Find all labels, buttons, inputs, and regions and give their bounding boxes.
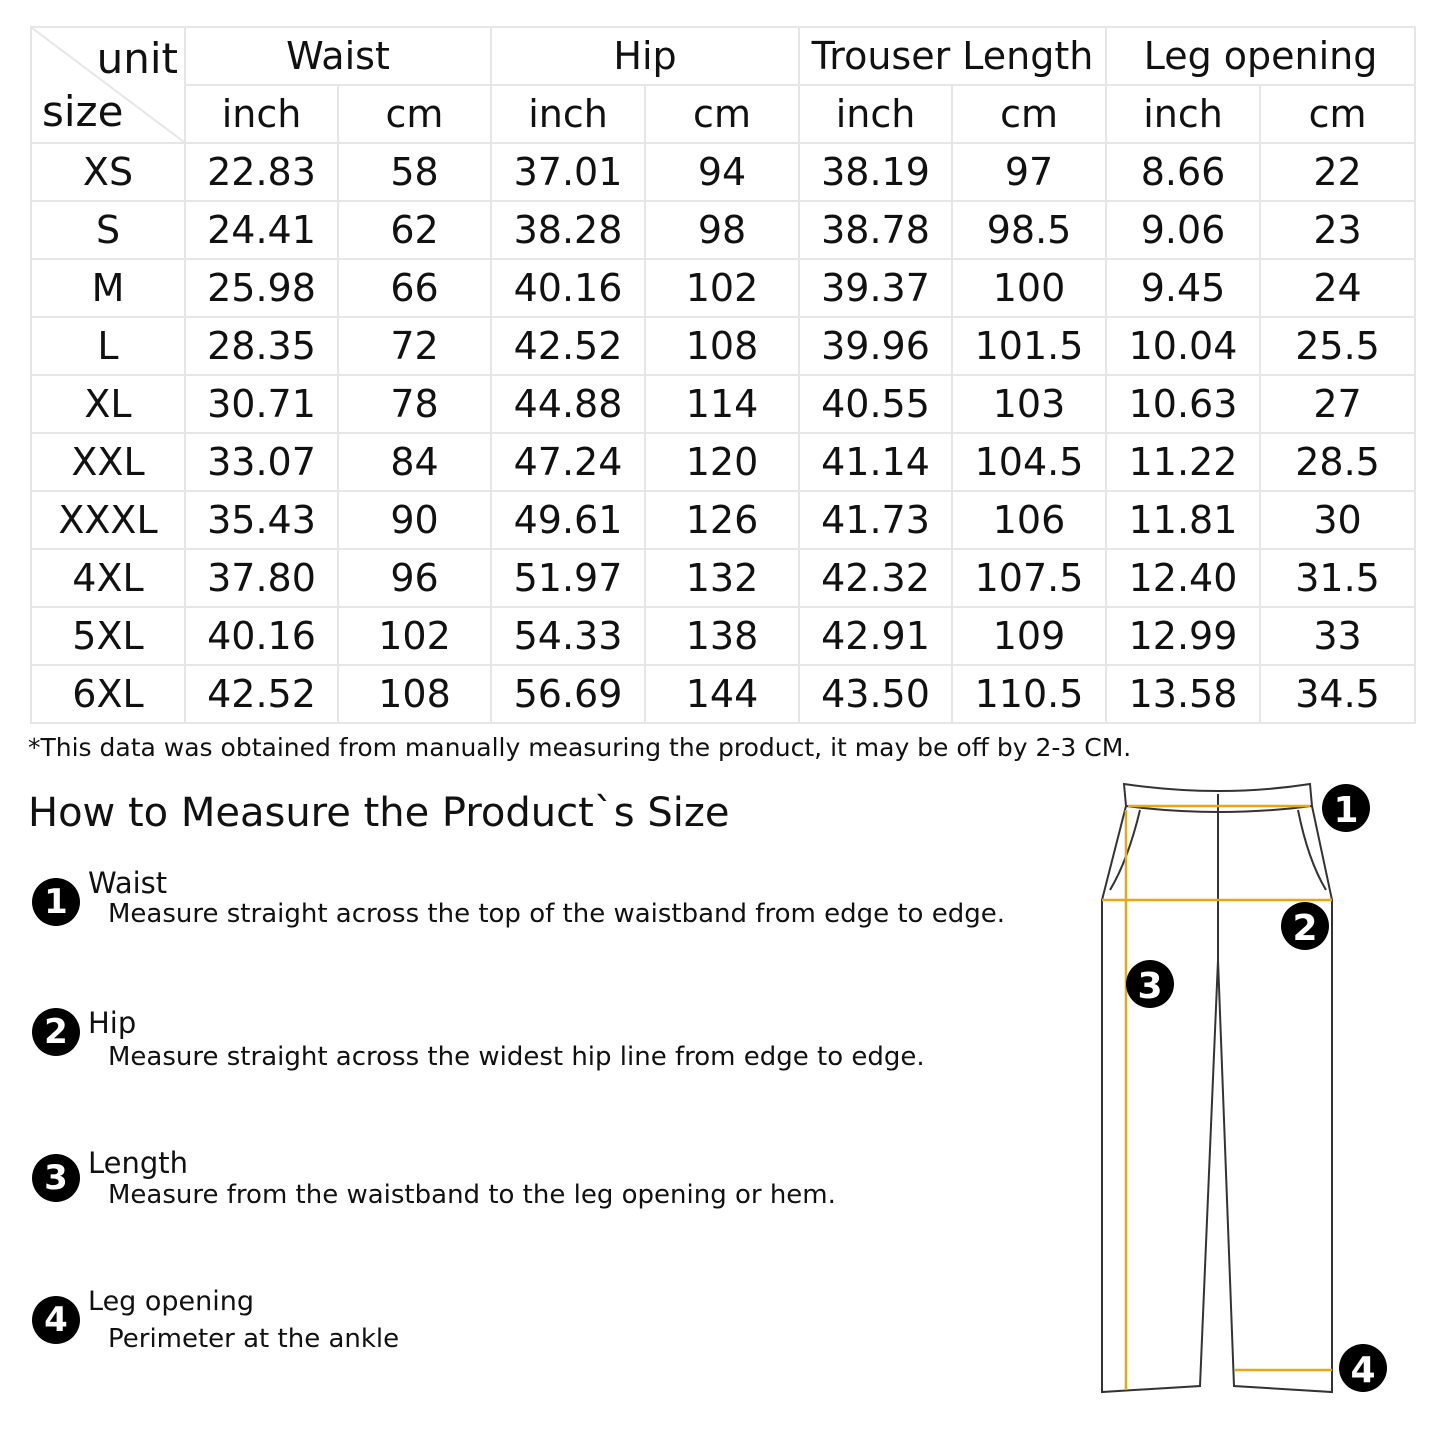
corner-cell — [31, 27, 185, 143]
table-row — [31, 259, 1415, 317]
value-cell: 98 — [645, 201, 799, 259]
guide-title: How to Measure the Product`s Size — [28, 790, 730, 836]
trouser-diagram — [1080, 770, 1410, 1410]
value-cell: 12.40 — [1106, 549, 1260, 607]
measure-description: Measure from the waistband to the leg opening or hem. — [108, 1180, 836, 1210]
header-trouser-length: Trouser Length — [799, 27, 1106, 85]
value-cell: 38.28 — [491, 201, 645, 259]
value-cell: 138 — [645, 607, 799, 665]
header-waist: Waist — [185, 27, 491, 85]
table-row — [31, 201, 1415, 259]
value-cell: 12.99 — [1106, 607, 1260, 665]
value-cell: 108 — [645, 317, 799, 375]
measure-description: Measure straight across the widest hip line from edge to edge. — [108, 1042, 925, 1072]
value-cell: 41.73 — [799, 491, 952, 549]
value-cell: 38.78 — [799, 201, 952, 259]
value-cell: 37.01 — [491, 143, 645, 201]
table-row — [31, 317, 1415, 375]
value-cell: 44.88 — [491, 375, 645, 433]
value-cell: 49.61 — [491, 491, 645, 549]
number-badge: 4 — [32, 1296, 80, 1344]
value-cell: 30.71 — [185, 375, 338, 433]
value-cell: 56.69 — [491, 665, 645, 723]
value-cell: 40.16 — [491, 259, 645, 317]
value-cell: 42.52 — [491, 317, 645, 375]
value-cell: 84 — [338, 433, 491, 491]
size-cell: XL — [31, 375, 185, 433]
value-cell: 27 — [1260, 375, 1415, 433]
value-cell: 10.04 — [1106, 317, 1260, 375]
value-cell: 107.5 — [952, 549, 1106, 607]
number-badge: 1 — [32, 878, 80, 926]
value-cell: 102 — [645, 259, 799, 317]
unit-inch: inch — [1106, 85, 1260, 143]
value-cell: 8.66 — [1106, 143, 1260, 201]
value-cell: 22.83 — [185, 143, 338, 201]
table-row — [31, 607, 1415, 665]
size-cell: XXXL — [31, 491, 185, 549]
number-badge: 3 — [32, 1154, 80, 1202]
value-cell: 42.91 — [799, 607, 952, 665]
value-cell: 72 — [338, 317, 491, 375]
value-cell: 97 — [952, 143, 1106, 201]
diagram-label-1-text: 1 — [1333, 790, 1359, 831]
diagram-label-3 — [1126, 960, 1174, 1008]
value-cell: 62 — [338, 201, 491, 259]
value-cell: 54.33 — [491, 607, 645, 665]
unit-cm: cm — [952, 85, 1106, 143]
value-cell: 22 — [1260, 143, 1415, 201]
value-cell: 103 — [952, 375, 1106, 433]
corner-unit-label: unit — [96, 34, 178, 83]
value-cell: 24 — [1260, 259, 1415, 317]
unit-cm: cm — [645, 85, 799, 143]
value-cell: 58 — [338, 143, 491, 201]
value-cell: 101.5 — [952, 317, 1106, 375]
value-cell: 108 — [338, 665, 491, 723]
value-cell: 43.50 — [799, 665, 952, 723]
diagram-label-2 — [1281, 902, 1329, 950]
value-cell: 30 — [1260, 491, 1415, 549]
value-cell: 33 — [1260, 607, 1415, 665]
measure-title: Waist — [88, 866, 168, 900]
size-cell: 6XL — [31, 665, 185, 723]
value-cell: 11.22 — [1106, 433, 1260, 491]
measure-title: Hip — [88, 1006, 137, 1040]
value-cell: 31.5 — [1260, 549, 1415, 607]
value-cell: 37.80 — [185, 549, 338, 607]
size-chart-table — [30, 26, 1416, 724]
value-cell: 100 — [952, 259, 1106, 317]
table-row — [31, 375, 1415, 433]
unit-cm: cm — [338, 85, 491, 143]
size-cell: 5XL — [31, 607, 185, 665]
unit-inch: inch — [491, 85, 645, 143]
unit-cm: cm — [1260, 85, 1415, 143]
value-cell: 94 — [645, 143, 799, 201]
table-row — [31, 665, 1415, 723]
value-cell: 25.5 — [1260, 317, 1415, 375]
unit-inch: inch — [185, 85, 338, 143]
header-row-units — [31, 85, 1415, 143]
value-cell: 28.35 — [185, 317, 338, 375]
value-cell: 35.43 — [185, 491, 338, 549]
measure-title: Length — [88, 1146, 189, 1180]
value-cell: 40.55 — [799, 375, 952, 433]
value-cell: 24.41 — [185, 201, 338, 259]
size-cell: XS — [31, 143, 185, 201]
header-leg-opening: Leg opening — [1106, 27, 1415, 85]
value-cell: 11.81 — [1106, 491, 1260, 549]
value-cell: 66 — [338, 259, 491, 317]
value-cell: 104.5 — [952, 433, 1106, 491]
value-cell: 23 — [1260, 201, 1415, 259]
corner-size-label: size — [42, 87, 124, 136]
value-cell: 33.07 — [185, 433, 338, 491]
value-cell: 102 — [338, 607, 491, 665]
value-cell: 25.98 — [185, 259, 338, 317]
value-cell: 13.58 — [1106, 665, 1260, 723]
value-cell: 28.5 — [1260, 433, 1415, 491]
value-cell: 42.52 — [185, 665, 338, 723]
size-cell: L — [31, 317, 185, 375]
header-hip: Hip — [491, 27, 799, 85]
value-cell: 132 — [645, 549, 799, 607]
trouser-outline — [1102, 784, 1332, 1392]
measurement-note: *This data was obtained from manually measuring the product, it may be off by 2-3 CM. — [28, 733, 1132, 762]
value-cell: 96 — [338, 549, 491, 607]
value-cell: 10.63 — [1106, 375, 1260, 433]
value-cell: 38.19 — [799, 143, 952, 201]
measure-title: Leg opening — [88, 1286, 255, 1317]
diagram-label-3-text: 3 — [1137, 966, 1163, 1007]
value-cell: 51.97 — [491, 549, 645, 607]
value-cell: 9.45 — [1106, 259, 1260, 317]
table-row — [31, 143, 1415, 201]
value-cell: 114 — [645, 375, 799, 433]
value-cell: 126 — [645, 491, 799, 549]
value-cell: 39.37 — [799, 259, 952, 317]
value-cell: 42.32 — [799, 549, 952, 607]
table-row — [31, 433, 1415, 491]
value-cell: 78 — [338, 375, 491, 433]
header-row-measures — [31, 27, 1415, 85]
value-cell: 144 — [645, 665, 799, 723]
number-badge: 2 — [32, 1008, 80, 1056]
value-cell: 47.24 — [491, 433, 645, 491]
size-cell: 4XL — [31, 549, 185, 607]
diagram-label-2-text: 2 — [1292, 908, 1318, 949]
value-cell: 90 — [338, 491, 491, 549]
value-cell: 40.16 — [185, 607, 338, 665]
value-cell: 9.06 — [1106, 201, 1260, 259]
measure-description: Perimeter at the ankle — [108, 1324, 400, 1354]
size-cell: S — [31, 201, 185, 259]
value-cell: 98.5 — [952, 201, 1106, 259]
measure-description: Measure straight across the top of the waistband from edge to edge. — [108, 899, 1005, 929]
value-cell: 120 — [645, 433, 799, 491]
size-cell: XXL — [31, 433, 185, 491]
value-cell: 41.14 — [799, 433, 952, 491]
diagram-label-4-text: 4 — [1350, 1350, 1376, 1391]
value-cell: 109 — [952, 607, 1106, 665]
diagram-label-4 — [1339, 1344, 1387, 1392]
diagram-label-1 — [1322, 784, 1370, 832]
table-row — [31, 549, 1415, 607]
value-cell: 34.5 — [1260, 665, 1415, 723]
size-cell: M — [31, 259, 185, 317]
table-row — [31, 491, 1415, 549]
value-cell: 106 — [952, 491, 1106, 549]
value-cell: 110.5 — [952, 665, 1106, 723]
unit-inch: inch — [799, 85, 952, 143]
value-cell: 39.96 — [799, 317, 952, 375]
